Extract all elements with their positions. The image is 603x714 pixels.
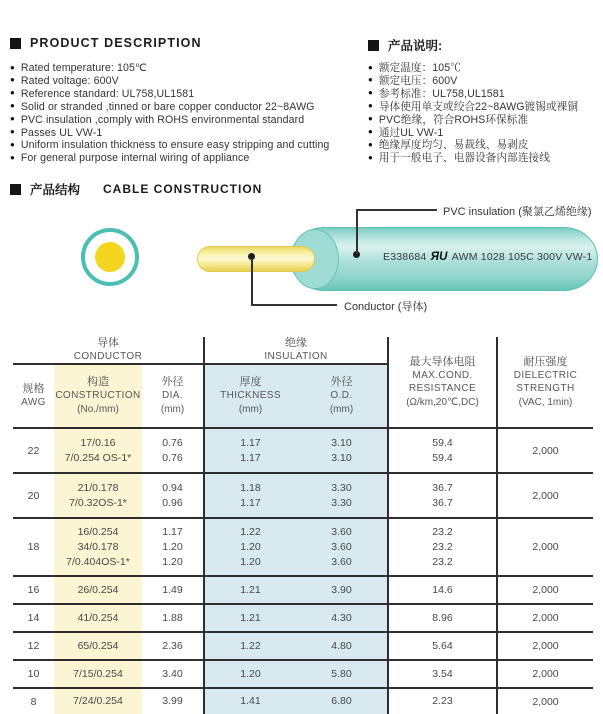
col-unit: (mm) bbox=[329, 404, 354, 415]
col-unit: (mm) bbox=[160, 404, 185, 415]
cell-od: 3.30 3.30 bbox=[296, 473, 388, 518]
cell-awg: 22 bbox=[13, 428, 54, 473]
col-unit: (No./mm) bbox=[77, 404, 119, 415]
bullet-text: PVC绝缘，符合ROHS环保标准 bbox=[378, 113, 529, 126]
cell-awg: 18 bbox=[13, 518, 54, 576]
cell-thickness: 1.20 bbox=[204, 660, 296, 688]
conductor-rod bbox=[197, 246, 315, 272]
bullet-item bbox=[368, 139, 600, 152]
col-unit: (mm) bbox=[238, 404, 263, 415]
table-row bbox=[13, 576, 593, 604]
cell-dia: 1.17 1.20 1.20 bbox=[142, 518, 204, 576]
cell-thickness: 1.18 1.17 bbox=[204, 473, 296, 518]
cell-awg: 20 bbox=[13, 473, 54, 518]
bullet-text: Reference standard: UL758,UL1581 bbox=[20, 87, 195, 100]
bullet-text: Solid or stranded ,tinned or bare copper conductor 22~8AWG bbox=[20, 100, 315, 113]
col-label-en: CONSTRUCTION bbox=[55, 390, 141, 401]
product-notes-list bbox=[368, 62, 600, 165]
cell-resistance: 36.7 36.7 bbox=[388, 473, 497, 518]
bullet-text: 通过UL VW-1 bbox=[378, 126, 444, 139]
cell-resistance: 23.2 23.2 23.2 bbox=[388, 518, 497, 576]
table-row bbox=[13, 518, 593, 576]
bullet-text: 参考标准：UL758,UL1581 bbox=[378, 87, 505, 100]
bullet-icon: ● bbox=[10, 101, 15, 111]
insulation-label: PVC insulation (聚氯乙烯绝缘) bbox=[443, 206, 592, 218]
cell-awg: 10 bbox=[13, 660, 54, 688]
cell-dia: 3.99 bbox=[142, 688, 204, 714]
cell-dia: 0.94 0.96 bbox=[142, 473, 204, 518]
section-square-icon bbox=[10, 38, 21, 49]
col-label-cn: 外径 bbox=[161, 376, 184, 388]
cell-dielectric: 2,000 bbox=[497, 604, 593, 632]
cell-awg: 16 bbox=[13, 576, 54, 604]
group-header-conductor bbox=[13, 337, 204, 364]
cell-od: 6.80 bbox=[296, 688, 388, 714]
bullet-icon: ● bbox=[10, 62, 15, 72]
bullet-icon: ● bbox=[368, 75, 373, 85]
cell-thickness: 1.21 bbox=[204, 576, 296, 604]
bullet-item bbox=[368, 75, 600, 88]
bullet-icon: ● bbox=[10, 114, 15, 124]
cell-dielectric: 2,000 bbox=[497, 660, 593, 688]
cell-resistance: 3.54 bbox=[388, 660, 497, 688]
group-label-en: CONDUCTOR bbox=[73, 351, 143, 362]
table-row bbox=[13, 660, 593, 688]
bullet-item bbox=[368, 114, 600, 127]
cell-construction: 41/0.254 bbox=[54, 604, 142, 632]
col-label-en: O.D. bbox=[330, 390, 353, 401]
bullet-text: 用于一般电子、电器设备内部连接线 bbox=[378, 152, 550, 165]
leader-line bbox=[356, 209, 437, 211]
leader-line bbox=[251, 258, 253, 305]
cell-dielectric: 2,000 bbox=[497, 576, 593, 604]
bullet-item bbox=[10, 62, 362, 75]
cell-awg: 14 bbox=[13, 604, 54, 632]
cell-construction: 7/15/0.254 bbox=[54, 660, 142, 688]
bullet-item bbox=[368, 88, 600, 101]
col-label-en: THICKNESS bbox=[220, 390, 281, 401]
section-square-icon bbox=[10, 184, 21, 195]
product-description-list bbox=[10, 62, 362, 165]
spec-table bbox=[13, 337, 593, 714]
cell-od: 5.80 bbox=[296, 660, 388, 688]
cell-od: 3.60 3.60 3.60 bbox=[296, 518, 388, 576]
col-label-cn: 规格 bbox=[22, 383, 45, 395]
cell-dia: 3.40 bbox=[142, 660, 204, 688]
bullet-item bbox=[10, 139, 362, 152]
table-row bbox=[13, 632, 593, 660]
col-label-en: DIA. bbox=[161, 390, 184, 401]
bullet-item bbox=[368, 152, 600, 165]
bullet-item bbox=[10, 152, 362, 165]
bullet-icon: ● bbox=[368, 127, 373, 137]
bullet-text: Rated voltage: 600V bbox=[20, 74, 119, 87]
cell-resistance: 8.96 bbox=[388, 604, 497, 632]
col-label-cn: 最大导体电阻 bbox=[409, 355, 476, 368]
bullet-icon: ● bbox=[368, 152, 373, 162]
column-header-awg bbox=[13, 364, 54, 428]
cell-dia: 1.49 bbox=[142, 576, 204, 604]
bullet-icon: ● bbox=[368, 101, 373, 111]
bullet-text: 绝缘厚度均匀、易裁线、易剥皮 bbox=[378, 139, 529, 152]
table-row bbox=[13, 428, 593, 473]
column-header-construction bbox=[54, 364, 142, 428]
table-group-header-row bbox=[13, 337, 593, 364]
cell-dia: 0.76 0.76 bbox=[142, 428, 204, 473]
awm-rating-text: AWM 1028 105C 300V VW-1 bbox=[451, 251, 593, 263]
group-header-insulation bbox=[204, 337, 388, 364]
cell-od: 4.30 bbox=[296, 604, 388, 632]
column-header-thickness bbox=[204, 364, 296, 428]
cable-construction-header bbox=[10, 180, 262, 198]
cell-thickness: 1.41 bbox=[204, 688, 296, 714]
col-label-en: STRENGTH bbox=[516, 382, 575, 394]
bullet-text: 导体使用单支或绞合22~8AWG镀锡或裸铜 bbox=[378, 100, 579, 113]
bullet-icon: ● bbox=[10, 75, 15, 85]
cell-resistance: 5.64 bbox=[388, 632, 497, 660]
section-title: PRODUCT DESCRIPTION bbox=[30, 36, 202, 50]
table-row bbox=[13, 604, 593, 632]
leader-line bbox=[251, 304, 337, 306]
bullet-text: Rated temperature: 105℃ bbox=[20, 62, 147, 74]
cell-dielectric: 2,000 bbox=[497, 518, 593, 576]
col-label-en: MAX.COND. bbox=[412, 369, 473, 381]
col-label-cn: 厚度 bbox=[239, 376, 262, 388]
bullet-item bbox=[10, 88, 362, 101]
section-title-en: CABLE CONSTRUCTION bbox=[103, 182, 263, 196]
bullet-text: Passes UL VW-1 bbox=[20, 126, 103, 139]
bullet-text: Uniform insulation thickness to ensure easy stripping and cutting bbox=[20, 139, 330, 152]
col-label-cn: 构造 bbox=[87, 376, 109, 388]
bullet-icon: ● bbox=[368, 62, 373, 72]
bullet-item bbox=[10, 75, 362, 88]
column-header-dia bbox=[142, 364, 204, 428]
cell-construction: 21/0.178 7/0.32OS-1* bbox=[54, 473, 142, 518]
cell-thickness: 1.21 bbox=[204, 604, 296, 632]
cell-resistance: 59.4 59.4 bbox=[388, 428, 497, 473]
bullet-item bbox=[10, 127, 362, 140]
group-label-en: INSULATION bbox=[264, 351, 328, 362]
col-unit: (Ω/km,20℃,DC) bbox=[406, 396, 479, 408]
bullet-item bbox=[368, 127, 600, 140]
bullet-icon: ● bbox=[10, 88, 15, 98]
col-label-cn: 耐压强度 bbox=[523, 355, 568, 368]
cell-od: 3.90 bbox=[296, 576, 388, 604]
product-notes-header bbox=[368, 36, 442, 54]
cell-dielectric: 2,000 bbox=[497, 632, 593, 660]
cell-construction: 17/0.16 7/0.254 OS-1* bbox=[54, 428, 142, 473]
cell-awg: 12 bbox=[13, 632, 54, 660]
cell-dielectric: 2,000 bbox=[497, 688, 593, 714]
col-label-en: AWG bbox=[21, 397, 46, 408]
leader-line bbox=[356, 209, 358, 254]
column-header-od bbox=[296, 364, 388, 428]
spec-table-body bbox=[13, 428, 593, 714]
bullet-icon: ● bbox=[368, 114, 373, 124]
bullet-item bbox=[368, 101, 600, 114]
cell-resistance: 14.6 bbox=[388, 576, 497, 604]
cell-od: 4.80 bbox=[296, 632, 388, 660]
cell-resistance: 2.23 bbox=[388, 688, 497, 714]
column-header-dielectric bbox=[497, 337, 593, 428]
column-header-resistance bbox=[388, 337, 497, 428]
section-square-icon bbox=[368, 40, 379, 51]
cell-dia: 1.88 bbox=[142, 604, 204, 632]
cable-print-text bbox=[383, 251, 595, 263]
cell-thickness: 1.22 1.20 1.20 bbox=[204, 518, 296, 576]
bullet-item bbox=[368, 62, 600, 75]
bullet-item bbox=[10, 114, 362, 127]
table-row bbox=[13, 473, 593, 518]
table-row bbox=[13, 688, 593, 714]
cell-thickness: 1.22 bbox=[204, 632, 296, 660]
bullet-icon: ● bbox=[368, 88, 373, 98]
group-label-cn: 绝缘 bbox=[285, 337, 307, 349]
cell-awg: 8 bbox=[13, 688, 54, 714]
bullet-icon: ● bbox=[368, 139, 373, 149]
cell-construction: 65/0.254 bbox=[54, 632, 142, 660]
cell-od: 3.10 3.10 bbox=[296, 428, 388, 473]
cell-dielectric: 2,000 bbox=[497, 473, 593, 518]
cable-cross-section bbox=[81, 228, 139, 286]
bullet-text: 额定温度：105℃ bbox=[378, 62, 461, 74]
cell-construction: 7/24/0.254 bbox=[54, 688, 142, 714]
bullet-text: For general purpose internal wiring of appliance bbox=[20, 152, 250, 165]
col-label-en: RESISTANCE bbox=[408, 382, 477, 394]
group-label-cn: 导体 bbox=[97, 337, 119, 349]
cell-dielectric: 2,000 bbox=[497, 428, 593, 473]
col-label-cn: 外径 bbox=[330, 376, 353, 388]
ul-recognized-icon: ЯU bbox=[430, 251, 448, 263]
bullet-icon: ● bbox=[10, 139, 15, 149]
bullet-text: PVC insulation ,comply with ROHS environmental standard bbox=[20, 113, 305, 126]
section-title-cn: 产品结构 bbox=[30, 183, 81, 197]
cell-dia: 2.36 bbox=[142, 632, 204, 660]
conductor-core-dot bbox=[95, 242, 125, 272]
section-title: 产品说明: bbox=[388, 39, 443, 53]
cell-thickness: 1.17 1.17 bbox=[204, 428, 296, 473]
bullet-item bbox=[10, 101, 362, 114]
col-label-en: DIELECTRIC bbox=[513, 369, 578, 381]
product-description-header bbox=[10, 36, 202, 50]
col-unit: (VAC, 1min) bbox=[518, 396, 573, 408]
cell-construction: 26/0.254 bbox=[54, 576, 142, 604]
cell-construction: 16/0.254 34/0.178 7/0.404OS-1* bbox=[54, 518, 142, 576]
bullet-icon: ● bbox=[10, 127, 15, 137]
conductor-label: Conductor (导体) bbox=[344, 301, 428, 313]
bullet-icon: ● bbox=[10, 152, 15, 162]
ul-file-number: E338684 bbox=[383, 251, 427, 263]
bullet-text: 额定电压：600V bbox=[378, 74, 458, 87]
